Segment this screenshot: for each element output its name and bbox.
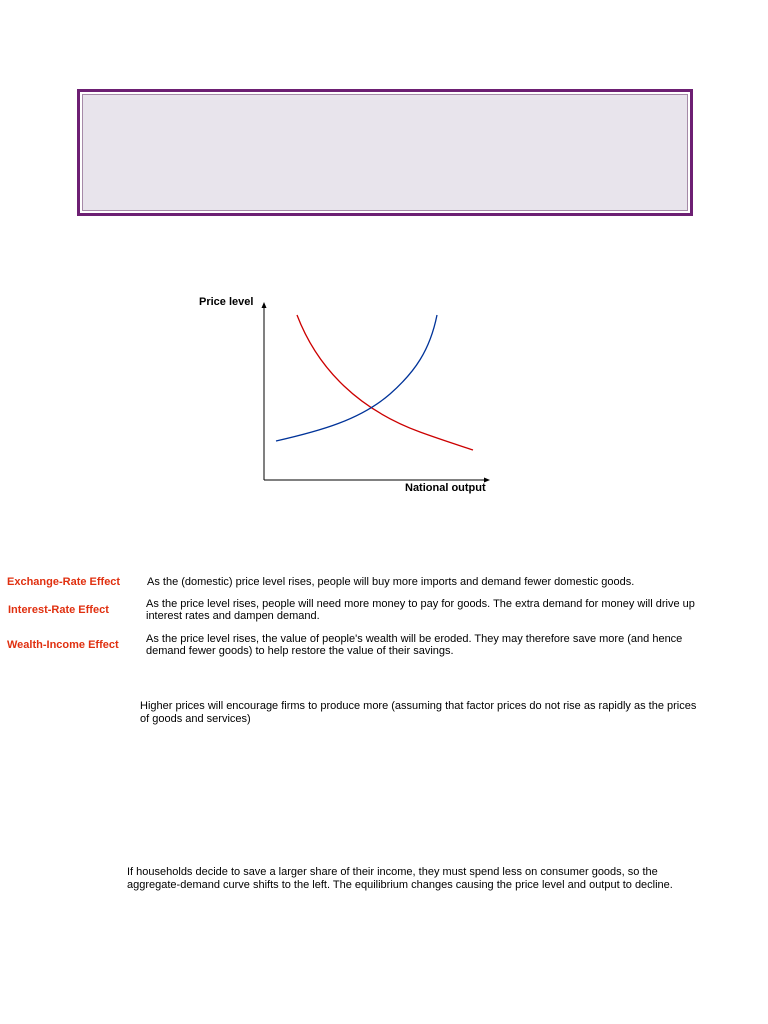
effect-text-wealth-income: As the price level rises, the value of people's wealth will be eroded. They may therefore save more (and hence demand fewer goods) to help restore the value of their savings. [146,633,683,657]
ad-as-diagram [190,290,510,500]
y-axis-label: Price level [199,296,254,308]
savings-note: If households decide to save a larger share of their income, they must spend less on consumer goods, so the aggregate-demand curve shifts to the left. The equilibrium changes causing the price level and output to decline. [127,866,673,891]
diagram-svg [190,290,510,500]
effect-label-exchange-rate: Exchange-Rate Effect [7,576,121,588]
effect-label-wealth-income: Wealth-Income Effect [7,639,119,651]
aggregate-demand-curve [297,315,473,450]
x-axis-label: National output [405,482,486,494]
effect-text-interest-rate: As the price level rises, people will need more money to pay for goods. The extra demand for money will drive up interest rates and dampen demand. [146,598,695,622]
title-box [77,89,693,216]
aggregate-supply-curve [276,315,437,441]
y-axis-arrow-icon [262,302,267,308]
effect-text-exchange-rate: As the (domestic) price level rises, people will buy more imports and demand fewer domestic goods. [147,576,635,588]
title-box-inner [82,94,688,211]
supply-note: Higher prices will encourage firms to produce more (assuming that factor prices do not rise as rapidly as the prices of goods and services) [140,700,697,725]
effect-label-interest-rate: Interest-Rate Effect [8,604,109,616]
